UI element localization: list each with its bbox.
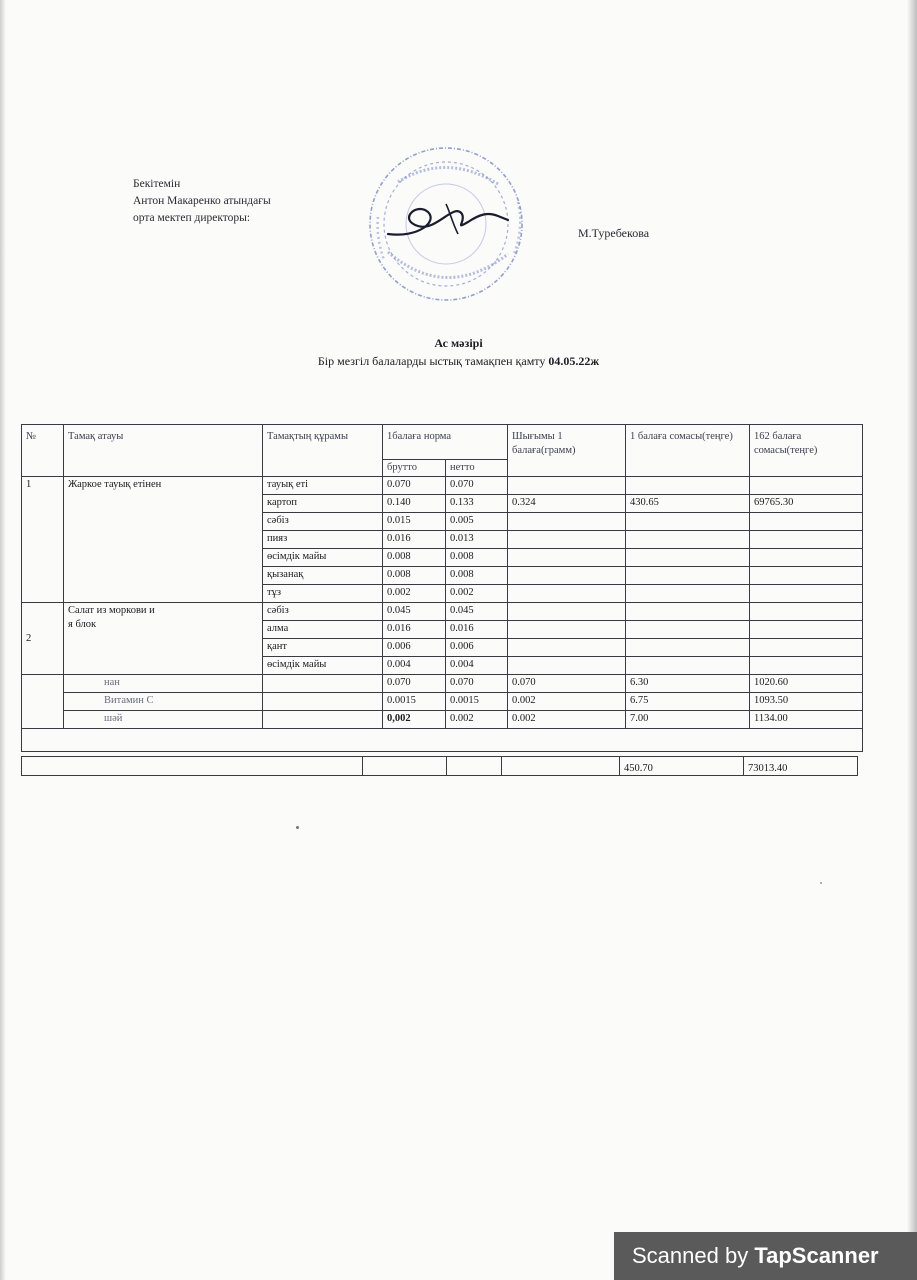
total-cost-all: 73013.40 [744, 757, 858, 776]
header-cost-all: 162 балаға сомасы(теңге) [750, 425, 863, 477]
empty-cell [508, 567, 626, 585]
empty-cell [750, 549, 863, 567]
ingredient-name: тауық еті [263, 477, 383, 495]
header-netto: нетто [446, 460, 508, 477]
ingredient-brutto: 0.015 [383, 513, 446, 531]
empty-cell [508, 603, 626, 621]
dish-name-line: я блок [68, 619, 97, 630]
dish-cost-one: 430.65 [626, 495, 750, 513]
approval-block [133, 176, 271, 227]
empty-cell [750, 621, 863, 639]
ingredient-name: өсімдік майы [263, 549, 383, 567]
empty-cell [750, 639, 863, 657]
ingredient-brutto: 0.002 [383, 585, 446, 603]
empty-cell [508, 639, 626, 657]
ingredient-netto: 0.016 [446, 621, 508, 639]
extra-output: 0.002 [508, 693, 626, 711]
empty-cell [263, 693, 383, 711]
subtitle-text: Бір мезгіл балаларды ыстық тамақпен қамту [317, 354, 549, 368]
ingredient-brutto: 0.006 [383, 639, 446, 657]
ingredient-brutto: 0.045 [383, 603, 446, 621]
table-row [22, 693, 863, 711]
empty-cell [750, 477, 863, 495]
ingredient-netto: 0.002 [446, 585, 508, 603]
extra-cost-all: 1134.00 [750, 711, 863, 729]
approval-line: Антон Макаренко атындағы [133, 195, 271, 207]
ingredient-name: пияз [263, 531, 383, 549]
dish-cost-all: 69765.30 [750, 495, 863, 513]
dish-output: 0.324 [508, 495, 626, 513]
empty-cell [508, 513, 626, 531]
ingredient-name: картоп [263, 495, 383, 513]
extra-netto: 0.002 [446, 711, 508, 729]
ingredient-brutto: 0.070 [383, 477, 446, 495]
extra-cost-one: 6.75 [626, 693, 750, 711]
table-row [22, 711, 863, 729]
ingredient-name: алма [263, 621, 383, 639]
approval-line: орта мектеп директоры: [133, 212, 251, 224]
totals-table [21, 756, 858, 776]
ingredient-brutto: 0.016 [383, 621, 446, 639]
extra-output: 0.002 [508, 711, 626, 729]
extra-cost-all: 1093.50 [750, 693, 863, 711]
extra-name: шәй [64, 711, 263, 729]
watermark-prefix: Scanned by [632, 1243, 755, 1268]
empty-cell [750, 585, 863, 603]
approval-line: Бекітемін [133, 178, 181, 190]
empty-cell [508, 477, 626, 495]
empty-cell [502, 757, 620, 776]
ingredient-name: сәбіз [263, 513, 383, 531]
ingredient-brutto: 0.008 [383, 567, 446, 585]
ingredient-name: өсімдік майы [263, 657, 383, 675]
school-stamp-with-signature [358, 142, 538, 312]
empty-cell [22, 675, 64, 729]
document-subtitle [0, 354, 917, 369]
extra-cost-one: 6.30 [626, 675, 750, 693]
extra-brutto: 0.070 [383, 675, 446, 693]
ingredient-brutto: 0.140 [383, 495, 446, 513]
empty-cell [626, 585, 750, 603]
extra-brutto: 0.0015 [383, 693, 446, 711]
scan-speck [296, 826, 299, 829]
header-dish-name: Тамақ атауы [64, 425, 263, 477]
ingredient-name: қызанақ [263, 567, 383, 585]
extra-cost-one: 7.00 [626, 711, 750, 729]
ingredient-netto: 0.045 [446, 603, 508, 621]
empty-cell [508, 531, 626, 549]
ingredient-netto: 0.008 [446, 549, 508, 567]
ingredient-netto: 0.070 [446, 477, 508, 495]
total-cost-one: 450.70 [620, 757, 744, 776]
empty-cell [626, 513, 750, 531]
director-name: М.Туребекова [578, 226, 650, 240]
ingredient-netto: 0.004 [446, 657, 508, 675]
ingredient-netto: 0.013 [446, 531, 508, 549]
empty-cell [626, 657, 750, 675]
empty-cell [750, 657, 863, 675]
header-brutto: брутто [383, 460, 446, 477]
empty-cell [508, 585, 626, 603]
menu-date: 04.05.22ж [548, 354, 600, 368]
empty-cell [626, 477, 750, 495]
dish-number: 1 [22, 477, 64, 603]
extra-name: нан [64, 675, 263, 693]
scanner-watermark [614, 1232, 917, 1280]
header-norm: 1балаға норма [383, 425, 508, 460]
ingredient-netto: 0.005 [446, 513, 508, 531]
scan-edge-left [0, 0, 6, 1280]
empty-cell [626, 531, 750, 549]
dish-name: Жаркое тауық етінен [64, 477, 263, 603]
extra-brutto: 0,002 [383, 711, 446, 729]
table-row [22, 477, 863, 495]
ingredient-name: сәбіз [263, 603, 383, 621]
empty-cell [750, 567, 863, 585]
empty-cell [363, 757, 447, 776]
table-row [22, 675, 863, 693]
header-no: № [22, 425, 64, 477]
empty-cell [447, 757, 502, 776]
extra-name: Витамин С [64, 693, 263, 711]
ingredient-netto: 0.008 [446, 567, 508, 585]
empty-cell [22, 757, 363, 776]
ingredient-brutto: 0.016 [383, 531, 446, 549]
empty-cell [626, 621, 750, 639]
empty-cell [750, 513, 863, 531]
dish-name-line: Салат из моркови и [68, 605, 155, 616]
empty-cell [22, 729, 863, 752]
empty-cell [508, 549, 626, 567]
empty-cell [508, 621, 626, 639]
extra-netto: 0.070 [446, 675, 508, 693]
scan-speck [820, 882, 822, 884]
empty-cell [263, 675, 383, 693]
header-composition: Тамақтың құрамы [263, 425, 383, 477]
header-cost-one: 1 балаға сомасы(теңге) [626, 425, 750, 477]
ingredient-brutto: 0.004 [383, 657, 446, 675]
empty-cell [626, 567, 750, 585]
extra-netto: 0.0015 [446, 693, 508, 711]
empty-cell [750, 531, 863, 549]
empty-cell [508, 657, 626, 675]
extra-cost-all: 1020.60 [750, 675, 863, 693]
watermark-brand: TapScanner [754, 1243, 879, 1268]
table-row [22, 603, 863, 621]
menu-table [21, 424, 863, 752]
ingredient-name: тұз [263, 585, 383, 603]
spacer-row [22, 729, 863, 752]
empty-cell [626, 549, 750, 567]
extra-output: 0.070 [508, 675, 626, 693]
dish-name [64, 603, 263, 675]
dish-number: 2 [22, 603, 64, 675]
empty-cell [263, 711, 383, 729]
totals-row [22, 757, 858, 776]
document-title: Ас мәзірі [434, 336, 483, 350]
empty-cell [626, 639, 750, 657]
ingredient-netto: 0.133 [446, 495, 508, 513]
ingredient-brutto: 0.008 [383, 549, 446, 567]
header-output: Шығымы 1 балаға(грамм) [508, 425, 626, 477]
scan-edge-right [907, 0, 917, 1280]
ingredient-netto: 0.006 [446, 639, 508, 657]
empty-cell [750, 603, 863, 621]
ingredient-name: қант [263, 639, 383, 657]
header-row [22, 425, 863, 460]
empty-cell [626, 603, 750, 621]
